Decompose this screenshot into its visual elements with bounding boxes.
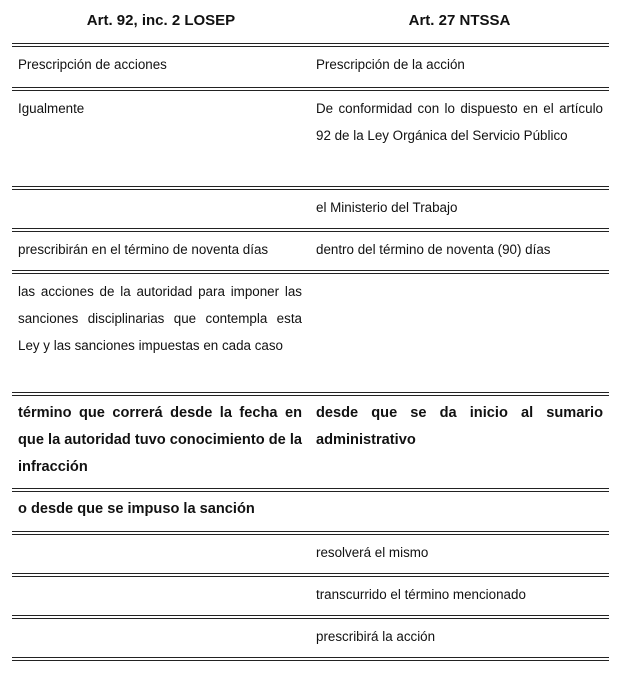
table-row (12, 47, 609, 87)
cell-left (12, 535, 310, 573)
cell-left: prescribirán en el término de noventa días (18, 242, 269, 257)
cell-right: prescribirá la acción (316, 629, 436, 644)
cell-left: o desde que se impuso la sanción (18, 501, 255, 517)
table-header (12, 0, 609, 40)
cell-left: Igualmente (18, 101, 85, 116)
cell-left: término que correrá desde la fecha en que la autoridad tuvo conocimiento de la infracción (18, 405, 302, 475)
table-row (12, 396, 609, 488)
table-row (12, 577, 609, 615)
cell-right: De conformidad con lo dispuesto en el artículo 92 de la Ley Orgánica del Servicio Público (316, 101, 603, 143)
table-row (12, 91, 609, 186)
table-row (12, 274, 609, 392)
table-row (12, 535, 609, 573)
cell-left (12, 619, 310, 657)
cell-right (310, 274, 609, 392)
cell-right: dentro del término de noventa (90) días (316, 242, 551, 257)
cell-left (12, 577, 310, 615)
cell-left: Prescripción de acciones (18, 57, 167, 72)
table-row (12, 492, 609, 531)
table-row (12, 619, 609, 657)
table-row (12, 190, 609, 228)
divider (12, 657, 609, 661)
table-row (12, 232, 609, 270)
cell-right: resolverá el mismo (316, 545, 429, 560)
cell-right: desde que se da inicio al sumario administrativo (316, 405, 603, 448)
cell-right: Prescripción de la acción (316, 57, 465, 72)
header-right: Art. 27 NTSSA (408, 11, 511, 29)
cell-left: las acciones de la autoridad para imponer las sanciones disciplinarias que contempla esta Ley y las sanciones impuestas en cada caso (18, 284, 302, 353)
cell-right (310, 492, 609, 531)
comparison-table (12, 0, 609, 661)
cell-right: el Ministerio del Trabajo (316, 200, 458, 215)
header-left: Art. 92, inc. 2 LOSEP (86, 11, 236, 29)
cell-left (12, 190, 310, 228)
cell-right: transcurrido el término mencionado (316, 587, 526, 602)
